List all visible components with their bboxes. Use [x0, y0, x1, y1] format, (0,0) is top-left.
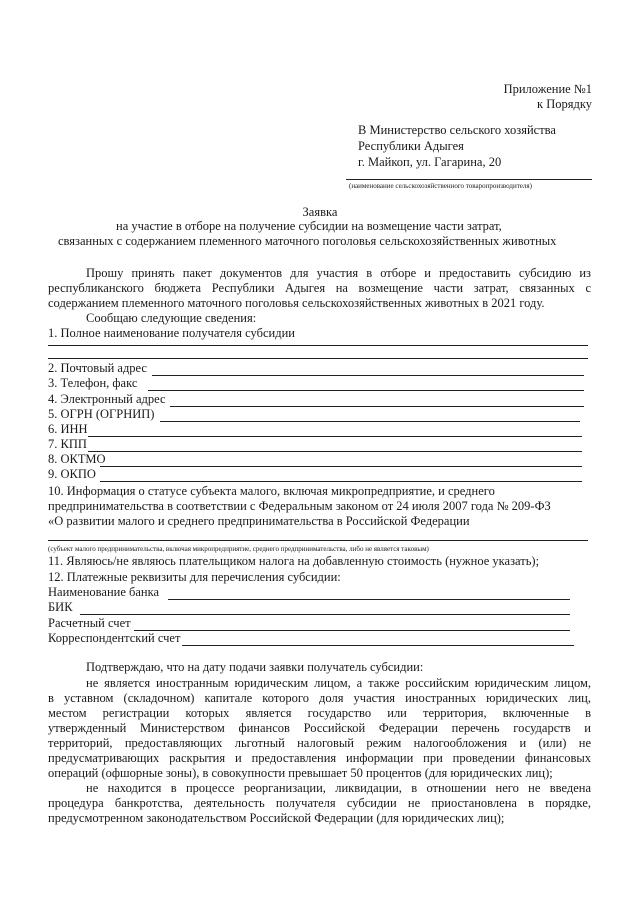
addressee-line-1: В Министерство сельского хозяйства	[358, 123, 556, 137]
addressee-line-3: г. Майкоп, ул. Гагарина, 20	[358, 155, 502, 169]
field-okpo-label: 9. ОКПО	[48, 467, 96, 481]
applicant-caption: (наименование сельскохозяйственного товаропроизводителя)	[349, 182, 532, 190]
intro-line-1: Прошу принять пакет документов для участия в отборе и предоставить субсидию из	[86, 266, 591, 280]
settlement-account-label: Расчетный счет	[48, 616, 131, 630]
confirm-p1-line-3: местом регистрации которых является государство или территория, включенные в	[48, 706, 591, 720]
sme-status-line[interactable]	[48, 540, 588, 541]
confirm-p1-line-5: территорий, предоставляющих льготный налоговый режим налогообложения и (или) не	[48, 736, 591, 750]
ogrn-line[interactable]	[160, 421, 580, 422]
postal-address-line[interactable]	[152, 375, 584, 376]
field-ogrn-label: 5. ОГРН (ОГРНИП)	[48, 407, 155, 421]
applicant-name-line[interactable]	[346, 179, 592, 180]
field-email-label: 4. Электронный адрес	[48, 392, 166, 406]
confirm-lead: Подтверждаю, что на дату подачи заявки получатель субсидии:	[86, 660, 424, 674]
field-inn-label: 6. ИНН	[48, 422, 88, 436]
order-reference: к Порядку	[537, 97, 592, 111]
confirm-p1-line-4: утвержденный Министерством финансов Российской Федерации перечень государств и	[48, 721, 591, 735]
addressee-line-2: Республики Адыгея	[358, 139, 464, 153]
field-oktmo-label: 8. ОКТМО	[48, 452, 106, 466]
confirm-p1-line-1: не является иностранным юридическим лицом, а также российским юридическим лицом,	[86, 676, 591, 690]
field-postal-label: 2. Почтовый адрес	[48, 361, 147, 375]
bik-line[interactable]	[80, 614, 570, 615]
full-name-line-2[interactable]	[48, 358, 588, 359]
field-payment-details: 12. Платежные реквизиты для перечисления субсидии:	[48, 570, 341, 584]
field-sme-status-line-3: «О развитии малого и среднего предпринимательства в Российской Федерации	[48, 514, 470, 528]
confirm-p2-line-1: не находится в процессе реорганизации, ликвидации, в отношении него не введена	[86, 781, 591, 795]
kpp-line[interactable]	[88, 451, 582, 452]
field-kpp-label: 7. КПП	[48, 437, 87, 451]
confirm-p2-line-2: процедура банкротства, деятельность получателя субсидии не приостановлена в порядке,	[48, 796, 591, 810]
field-sme-status-line-2: предпринимательства в соответствии с Федеральным законом от 24 июля 2007 года № 209-ФЗ	[48, 499, 551, 513]
confirm-p2-line-3: предусмотренном законодательством Российской Федерации (для юридических лиц);	[48, 811, 505, 825]
sme-status-caption: (субъект малого предпринимательства, включая микропредприятие, среднего предпринимательства, либо не является таковым)	[48, 545, 429, 553]
title-line-2: связанных с содержанием племенного маточного поголовья сельскохозяйственных животных	[58, 234, 557, 248]
email-line[interactable]	[170, 406, 584, 407]
intro-line-2: республиканского бюджета Республики Адыгея на возмещение части затрат, связанных с	[48, 281, 591, 295]
bank-name-line[interactable]	[168, 599, 570, 600]
field-phone-label: 3. Телефон, факс	[48, 376, 138, 390]
intro-line-3: содержанием племенного маточного поголовья сельскохозяйственных животных в 2021 году.	[48, 296, 545, 310]
field-sme-status-line-1: 10. Информация о статусе субъекта малого, включая микропредприятие, и среднего	[48, 484, 495, 498]
oktmo-line[interactable]	[100, 466, 582, 467]
title-line-1: на участие в отборе на получение субсидии на возмещение части затрат,	[116, 219, 502, 233]
phone-fax-line[interactable]	[148, 390, 584, 391]
confirm-p1-line-6: предусматривающих раскрытия и предоставления информации при проведении финансовых	[48, 751, 591, 765]
bank-name-label: Наименование банка	[48, 585, 160, 599]
inn-line[interactable]	[88, 436, 582, 437]
settlement-account-line[interactable]	[134, 630, 570, 631]
confirm-p1-line-7: операций (офшорные зоны), в совокупности превышает 50 процентов (для юридических лиц);	[48, 766, 553, 780]
field-vat-status: 11. Являюсь/не являюсь плательщиком налога на добавленную стоимость (нужное указать);	[48, 554, 540, 568]
intro-line-4: Сообщаю следующие сведения:	[86, 311, 257, 325]
correspondent-account-line[interactable]	[182, 645, 574, 646]
document-title: Заявка	[302, 205, 338, 219]
field-full-name-label: 1. Полное наименование получателя субсидии	[48, 326, 295, 340]
okpo-line[interactable]	[100, 481, 582, 482]
bik-label: БИК	[48, 600, 73, 614]
appendix-label: Приложение №1	[503, 82, 592, 96]
full-name-line-1[interactable]	[48, 345, 588, 346]
correspondent-account-label: Корреспондентский счет	[48, 631, 181, 645]
confirm-p1-line-2: в уставном (складочном) капитале которого доля участия иностранных юридических лиц,	[48, 691, 591, 705]
